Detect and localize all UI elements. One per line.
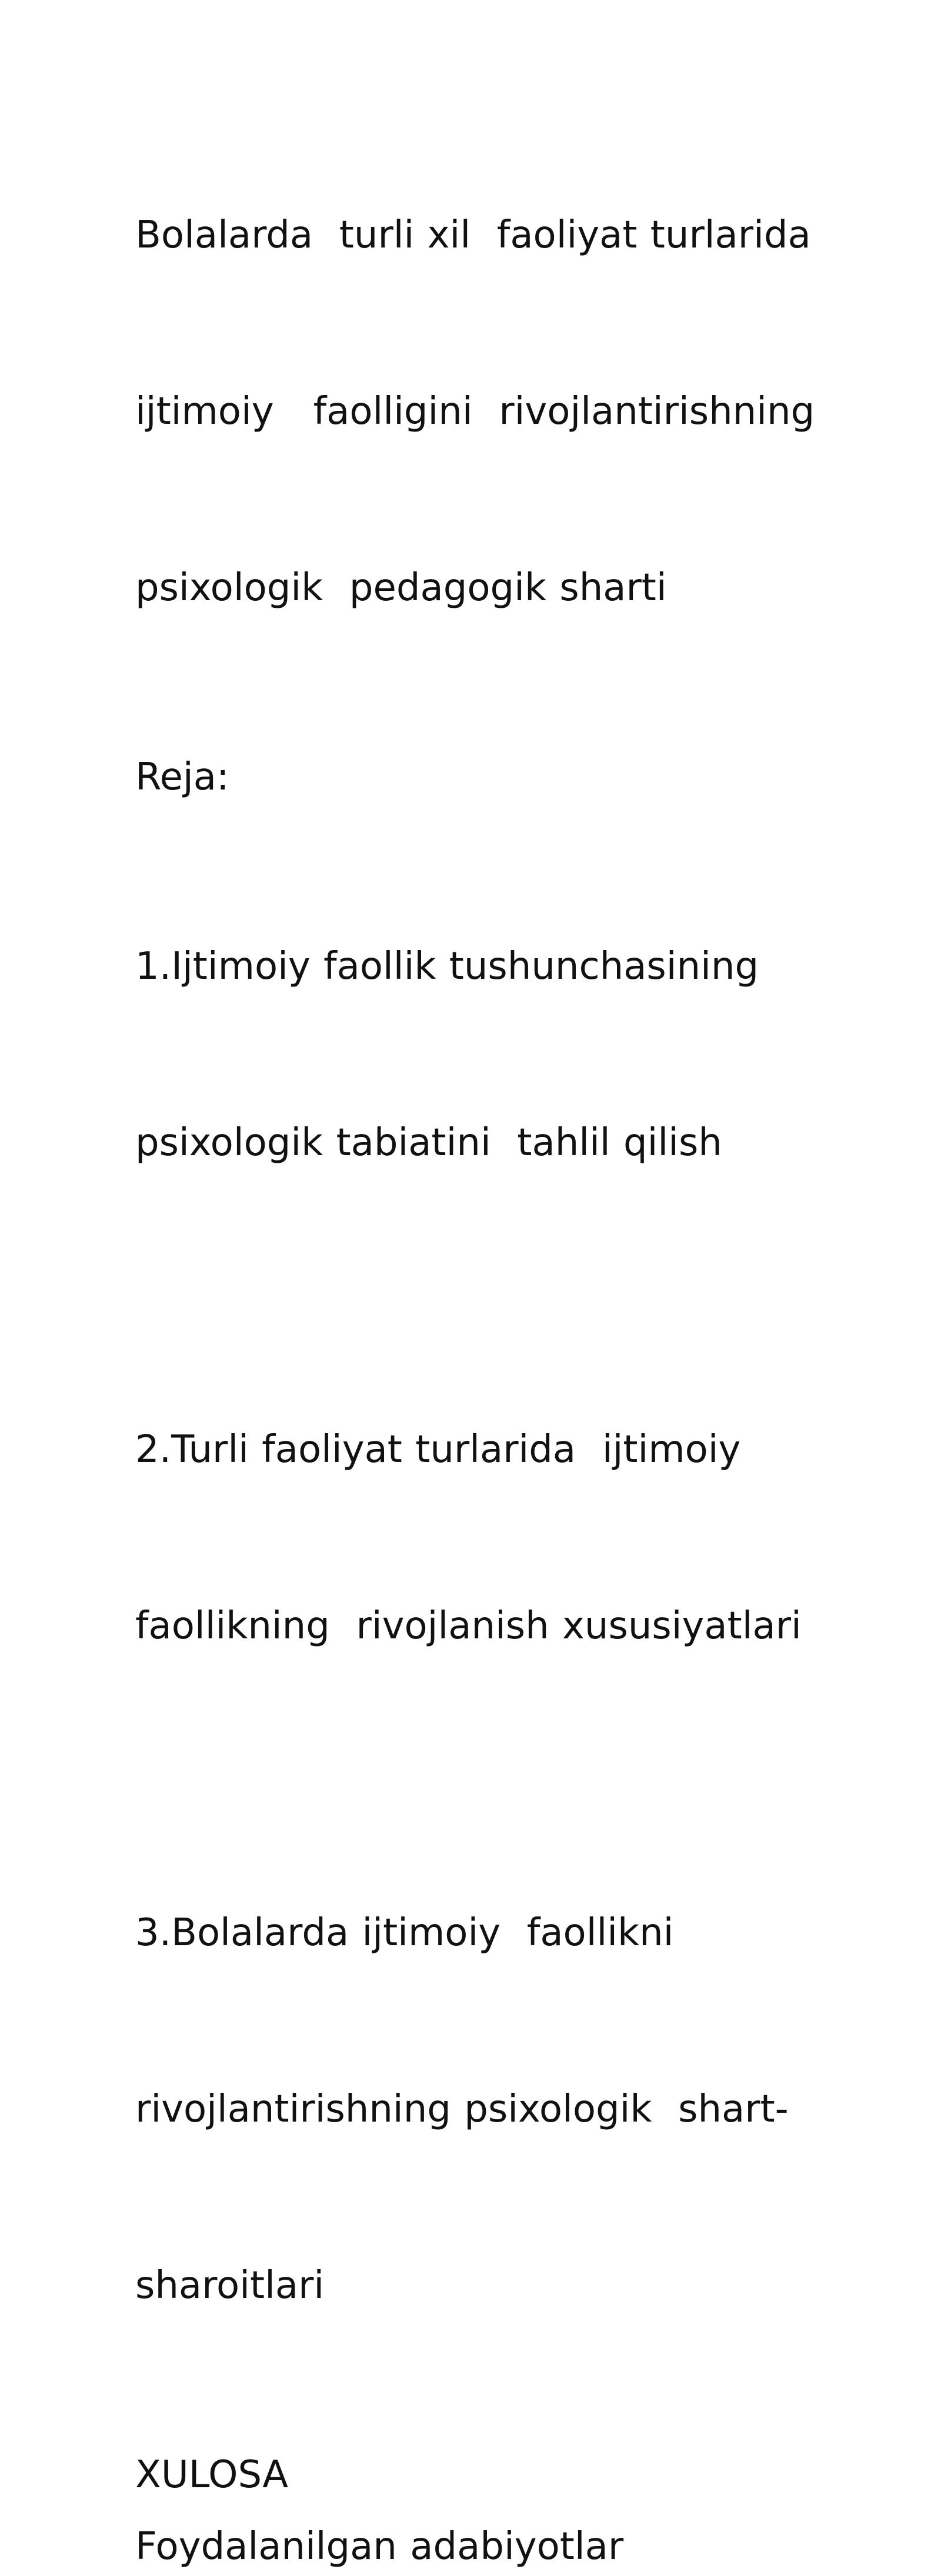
- plan-item-3: [135, 1786, 829, 2433]
- plan-item-3-line-2: rivojlantirishning psixologik shart-: [135, 2087, 789, 2131]
- plan-item-3-line-1: 3.Bolalarda ijtimoiy faollikni: [135, 1911, 674, 1955]
- plan-label: Reja:: [135, 755, 229, 799]
- document-title: [135, 88, 829, 735]
- plan-item-2: [135, 1303, 829, 1773]
- conclusion-heading: XULOSA: [135, 2453, 289, 2497]
- title-line-1: Bolalarda turli xil faoliyat turlarida: [135, 213, 811, 257]
- plan-item-1: [135, 819, 829, 1290]
- plan-item-1-line-2: psixologik tabiatini tahlil qilish: [135, 1121, 722, 1165]
- plan-item-1-line-1: 1.Ijtimoiy faollik tushunchasining: [135, 945, 759, 988]
- title-line-2: ijtimoiy faolligini rivojlantirishning: [135, 390, 815, 433]
- plan-item-3-line-3: sharoitlari: [135, 2264, 325, 2307]
- references-heading: Foydalanilgan adabiyotlar: [135, 2525, 624, 2568]
- title-line-3: psixologik pedagogik sharti: [135, 566, 667, 610]
- plan-item-2-line-2: faollikning rivojlanish xususiyatlari: [135, 1604, 802, 1648]
- plan-item-2-line-1: 2.Turli faoliyat turlarida ijtimoiy: [135, 1428, 741, 1471]
- document-content: [135, 88, 829, 2576]
